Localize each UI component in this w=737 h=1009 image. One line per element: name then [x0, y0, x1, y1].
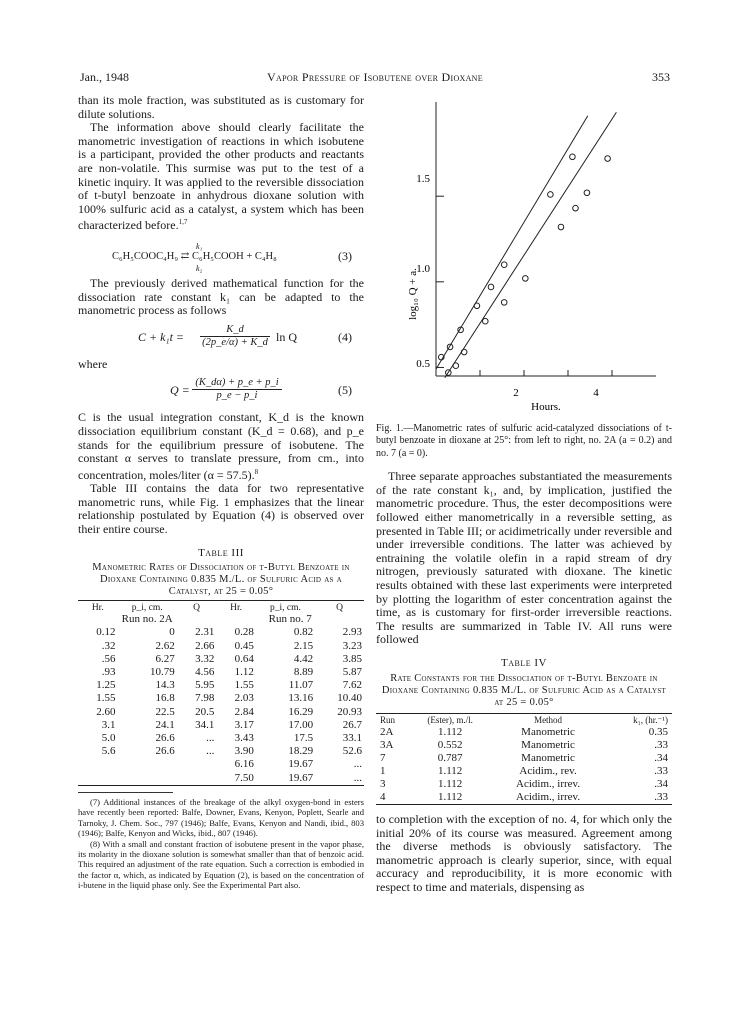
table-cell: 26.6	[155, 732, 175, 745]
table-cell: 18.29	[288, 745, 314, 758]
table-cell: 0.12	[96, 626, 116, 639]
table-4-caption: Table IV	[501, 656, 547, 669]
table-cell: Acidim., irrev.	[516, 778, 581, 791]
table-row	[78, 706, 364, 719]
table-cell: 13.16	[288, 692, 314, 705]
table-cell: 2A	[380, 726, 394, 739]
table-cell: 19.67	[288, 771, 314, 784]
table-cell: 5.87	[342, 666, 362, 679]
data-point	[570, 154, 576, 160]
table-cell: 3.43	[234, 732, 254, 745]
scatter-plot	[376, 94, 672, 419]
table-cell: 5.95	[195, 679, 215, 692]
column-header: p_i, cm.	[131, 603, 163, 614]
data-point	[501, 262, 507, 268]
table-row	[78, 772, 364, 786]
run-label: Run no. 7	[268, 613, 312, 626]
table-row	[376, 726, 672, 739]
table-cell: 0.787	[437, 752, 463, 765]
page-number: 353	[652, 70, 670, 84]
table-cell: 26.6	[155, 745, 175, 758]
table-cell: 0.64	[234, 652, 254, 665]
table-row	[78, 640, 364, 653]
right-column	[376, 94, 672, 895]
table-cell: 11.07	[288, 679, 314, 692]
table-cell: 2.66	[195, 639, 215, 652]
table-cell: 26.7	[342, 718, 362, 731]
footnote-7: (7) Additional instances of the breakage of the alkyl oxygen-bond in esters have recently been reported: Balfe, Downer, Evans, Kenyon, Poplett, Searle and Tarnoky, J. Chem. Soc., 797 (1946); Balfe, Evans, Kenyon and Nandi, ibid., 803 (1946); Balfe, Kenyon and Wicks, ibid., 807 (1946).	[78, 796, 364, 839]
table-row	[376, 791, 672, 805]
table-cell: 6.27	[155, 652, 175, 665]
paragraph: than its mole fraction, was substituted as is customary for dilute solutions.	[78, 93, 364, 121]
table-cell: Manometric	[521, 739, 575, 752]
table-cell: 24.1	[155, 718, 175, 731]
paragraph: The previously derived mathematical function for the dissociation rate constant k₁ can be adapted to the manometric process as follows	[78, 275, 364, 318]
table-cell	[78, 772, 118, 786]
table-cell: 10.79	[150, 666, 175, 679]
rate-k1: k₁	[196, 241, 203, 251]
table-cell: 4.56	[195, 666, 215, 679]
data-point	[573, 205, 579, 211]
table-cell: 1.55	[96, 692, 116, 705]
table-cell: 3.90	[234, 745, 254, 758]
table-cell: 3.17	[234, 718, 254, 731]
table-cell	[78, 758, 118, 771]
running-title: Vapor Pressure of Isobutene over Dioxane	[267, 70, 483, 84]
fit-line	[436, 116, 588, 369]
table-row	[376, 752, 672, 765]
table-row	[376, 778, 672, 791]
data-point	[482, 318, 488, 324]
table-cell: .93	[101, 666, 116, 679]
table-cell: 2.62	[155, 639, 175, 652]
y-tick-label: 0.5	[416, 358, 430, 370]
table-cell: 17.5	[293, 732, 314, 745]
table-cell: 1.112	[437, 726, 463, 739]
figure-1	[376, 94, 672, 419]
table-row	[376, 765, 672, 778]
table-row	[78, 653, 364, 666]
table-row	[78, 758, 364, 771]
table-cell: 2.03	[234, 692, 254, 705]
y-tick-label: 1.0	[416, 263, 430, 275]
table-cell: 0.28	[234, 626, 254, 639]
table-cell: .32	[101, 639, 116, 652]
paragraph: to completion with the exception of no. 4, for which only the initial 20% of its course was measured. Agreement among the diverse methods is obviously satisfactory. The manometric approach is clearly superior, since, with equal accuracy and reproducibility, it is more economic with respect to time and materials, dispensing as	[376, 812, 672, 894]
paragraph: Three separate approaches substantiated the measurements of the rate constant k₁, and, by implication, justified the manometric procedure. Thus, the ester decompositions were followed either manometrically in a reversible setting, as presented in Table III; or acidimetrically under reversible and under irreversible conditions. The latter was achieved by entraining the volatile olefin in a rapid stream of dry nitrogen, previously saturated with dioxane. The kinetic results obtained with these last experiments were interpreted by plotting the logarithm of ester concentration against the time, as is customary for first-order irreversible reactions. The results are summarized in Table IV. All runs were followed	[376, 469, 672, 647]
table-cell: 3	[380, 778, 386, 791]
citation: 1,7	[178, 218, 188, 227]
table-row	[78, 679, 364, 692]
table-cell: 1.25	[96, 679, 116, 692]
footnotes	[78, 797, 364, 891]
table-cell: 7.50	[234, 771, 254, 784]
equation-number: (3)	[338, 248, 352, 263]
table-cell: 7	[380, 752, 386, 765]
column-header: Q	[336, 603, 343, 614]
table-cell: ...	[353, 758, 362, 771]
table-row	[78, 745, 364, 758]
table-cell: 6.16	[234, 758, 254, 771]
table-cell	[177, 772, 217, 786]
table-row	[78, 626, 364, 639]
table-cell: 0.552	[437, 739, 463, 752]
column-header: p_i, cm.	[270, 603, 301, 614]
table-cell: 7.62	[342, 679, 362, 692]
table-cell: 33.1	[342, 732, 362, 745]
left-column	[78, 94, 364, 891]
table-cell: 7.98	[195, 692, 215, 705]
table-cell: 0	[169, 626, 175, 639]
table-row	[376, 739, 672, 752]
equation-number: (5)	[338, 383, 352, 398]
x-axis-label: Hours.	[531, 401, 561, 413]
table-cell: .33	[654, 791, 668, 804]
table-cell	[118, 772, 177, 786]
table-row	[78, 732, 364, 745]
table-cell: 0.45	[234, 639, 254, 652]
table-3-subtitle: Manometric Rates of Dissociation of t-Butyl Benzoate in Dioxane Containing 0.835 M./L. of Sulfuric Acid as a Catalyst, at 25 = 0.05°	[92, 562, 350, 598]
table-cell: 1.112	[437, 791, 463, 804]
table-cell: Acidim., rev.	[519, 765, 577, 778]
table-cell: 5.0	[101, 732, 116, 745]
table-cell: 1.12	[234, 666, 254, 679]
equation-5: Q = (K_dα) + p_e + p_i p_e − p_i (5)	[170, 377, 352, 402]
table-4-subtitle: Rate Constants for the Dissociation of t-Butyl Benzoate in Dioxane Containing 0.835 M./L. of Sulfuric Acid as a Catalyst at 25 = 0.05°	[381, 672, 667, 708]
footnote-divider	[78, 792, 173, 793]
table-cell: .56	[101, 652, 116, 665]
table-row	[78, 719, 364, 732]
paragraph: C is the usual integration constant, K_d is the known dissociation equilibrium constant (K_d = 0.68), and p_e stands for the equilibrium pressure of isobutene. The constant α serves to translate pressure, from cm., into concentration, moles/liter (α = 57.5).$^8$	[78, 410, 364, 482]
y-tick-label: 1.5	[416, 173, 430, 185]
footnote-8: (8) With a small and constant fraction of isobutene present in the vapor phase, its molarity in the dioxane solution is somewhat smaller than that of benzoic acid. This required an adjustment of the rate equation. Such a correction is embodied in the factor α, which, as indicated by Equation (2), is based on the concentration of i-butene in the liquid phase only. See the Experimental Part also.	[78, 838, 364, 891]
table-cell: 3.23	[342, 639, 362, 652]
column-header: k₁, (hr.⁻¹)	[633, 714, 668, 725]
column-header: Hr.	[91, 603, 104, 614]
data-point	[558, 224, 564, 230]
table-cell: 4	[380, 791, 386, 804]
table-cell: 17.00	[288, 718, 314, 731]
table-cell	[177, 758, 217, 771]
table-cell: 3.1	[101, 718, 116, 731]
table-cell: 3A	[380, 739, 394, 752]
table-cell: 19.67	[288, 758, 314, 771]
table-cell: 20.5	[195, 705, 215, 718]
table-cell: 0.82	[293, 626, 314, 639]
citation: 8	[254, 467, 259, 476]
table-cell: 16.29	[288, 705, 314, 718]
table-cell: 22.5	[155, 705, 175, 718]
table-cell: 34.1	[195, 718, 215, 731]
table-cell: 10.40	[337, 692, 362, 705]
table-cell	[118, 758, 177, 771]
table-cell: .33	[654, 739, 668, 752]
table-cell: 1	[380, 765, 386, 778]
table-row	[78, 666, 364, 679]
table-cell: .33	[654, 765, 668, 778]
column-header: Q	[193, 603, 200, 614]
run-label: Run no. 2A	[121, 613, 173, 626]
header-date: Jan., 1948	[80, 70, 129, 84]
table-cell: 2.15	[293, 639, 314, 652]
table-cell: Manometric	[521, 752, 575, 765]
table-cell: 16.8	[155, 692, 175, 705]
table-cell: 1.112	[437, 778, 463, 791]
data-point	[488, 284, 494, 290]
table-cell: 52.6	[342, 745, 362, 758]
x-tick-label: 2	[513, 387, 519, 399]
table-cell: 1.112	[437, 765, 463, 778]
table-3	[78, 600, 364, 786]
equation-3: C₆H₅COOC₄H₉ ⇄ C₆H₅COOH + C₄H₈ k₁ k₂ (3)	[78, 241, 364, 271]
table-4	[376, 713, 672, 806]
y-axis-label: log₁₀ Q + a.	[407, 268, 419, 320]
figure-caption: Fig. 1.—Manometric rates of sulfuric acid-catalyzed dissociations of t-butyl benzoate in dioxane at 25°: from left to right, no. 2A (a = 0.2) and no. 7 (a = 0).	[376, 423, 672, 459]
table-cell: 2.31	[195, 626, 215, 639]
table-cell: ...	[206, 732, 215, 745]
data-point	[501, 300, 507, 306]
table-cell: 1.55	[234, 679, 254, 692]
table-cell: 2.84	[234, 705, 254, 718]
table-cell: 20.93	[337, 705, 362, 718]
table-cell: 8.89	[293, 666, 314, 679]
data-point	[523, 276, 529, 282]
column-header: (Ester), m./l.	[427, 714, 473, 725]
data-point	[548, 192, 554, 198]
column-header: Method	[534, 714, 563, 725]
table-cell: 2.93	[342, 626, 362, 639]
fit-line	[445, 112, 617, 377]
data-point	[584, 190, 590, 196]
column-header: Run	[380, 714, 396, 725]
table-cell: 14.3	[155, 679, 175, 692]
paragraph: Table III contains the data for two representative manometric runs, while Fig. 1 emphasizes that the linear relationship postulated by Equation (4) is observed over their entire course.	[78, 481, 364, 537]
table-cell: 2.60	[96, 705, 116, 718]
data-point	[605, 156, 611, 162]
where-label: where	[78, 356, 108, 371]
table-cell: .34	[654, 778, 668, 791]
page-header	[80, 70, 670, 86]
rate-k2: k₂	[196, 263, 203, 273]
table-cell: ...	[353, 771, 362, 784]
paragraph: The information above should clearly facilitate the manometric investigation of reactions in which isobutene is a participant, provided the other products and reactants are non-volatile. This surmise was put to the test of a kinetic inquiry. It was applied to the reversible dissociation of t-butyl benzoate in anhydrous dioxane solution with 100% sulfuric acid as a catalyst, a system which has been characterized before.$^{1,7}$	[78, 120, 364, 233]
table-cell: 3.32	[195, 652, 215, 665]
table-cell: ...	[206, 745, 215, 758]
table-cell: Manometric	[521, 726, 575, 739]
table-cell: 5.6	[101, 745, 116, 758]
x-tick-label: 4	[593, 387, 599, 399]
table-cell: 3.85	[342, 652, 362, 665]
table-row	[78, 692, 364, 705]
equation-4: C + k₁t = K_d (2p_e/α) + K_d ln Q (4)	[138, 323, 352, 348]
equation-number: (4)	[338, 329, 352, 344]
table-cell: 4.42	[293, 652, 314, 665]
column-header: Hr.	[230, 603, 242, 614]
table-cell: .34	[654, 752, 668, 765]
table-3-caption: Table III	[198, 546, 244, 559]
table-cell: 0.35	[648, 726, 668, 739]
table-cell: Acidim., irrev.	[516, 791, 581, 804]
